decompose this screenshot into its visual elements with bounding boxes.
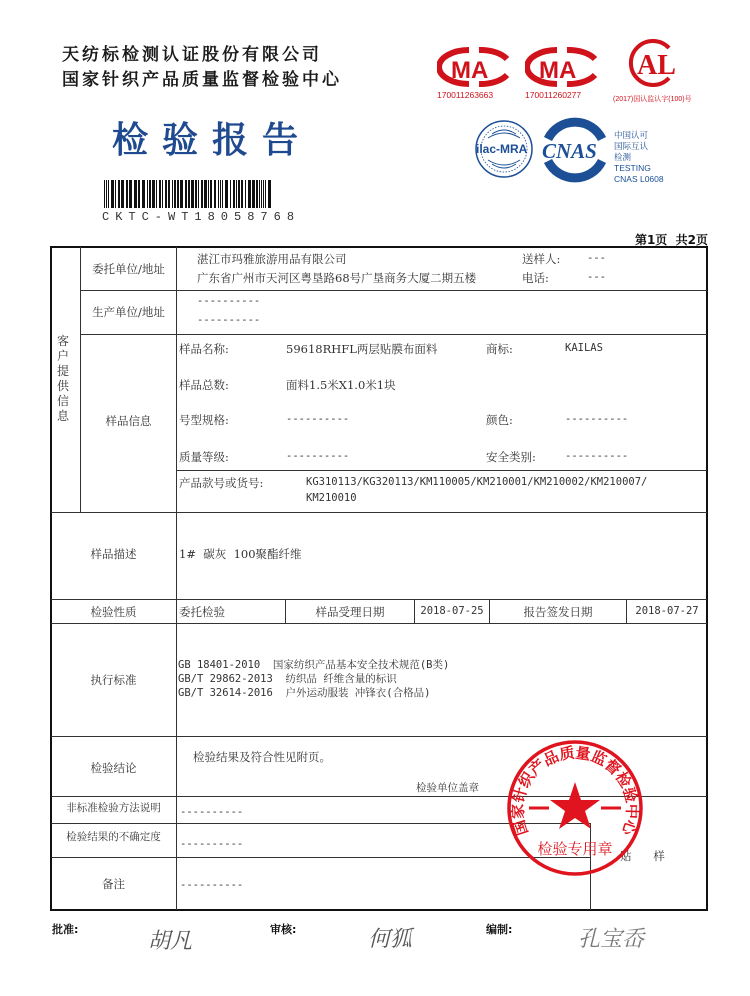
- remarks-label: 备注: [102, 877, 125, 891]
- barcode-bars: [104, 180, 300, 208]
- divider: [51, 623, 707, 624]
- org-name-line-1: 天纺标检测认证股份有限公司: [62, 45, 322, 65]
- barcode-bar: [198, 180, 199, 208]
- section-label-char: 客: [56, 334, 69, 348]
- barcode-bar: [177, 180, 179, 208]
- style-number-value-line2: KM210010: [306, 492, 357, 504]
- barcode-bar: [204, 180, 207, 208]
- cal-icon: [623, 38, 679, 88]
- approve-label: 批准:: [52, 923, 79, 936]
- barcode-bar: [104, 180, 105, 208]
- sample-name-value: 59618RHFL两层贴膜布面料: [286, 342, 438, 356]
- barcode-bar: [241, 180, 243, 208]
- barcode-bar: [147, 180, 148, 208]
- received-date-value: 2018-07-25: [420, 605, 484, 617]
- barcode-bar: [233, 180, 235, 208]
- grade-value: ----------: [286, 450, 350, 462]
- color-label: 颜色:: [486, 413, 513, 427]
- sample-quantity-value: 面料1.5米X1.0米1块: [286, 378, 396, 392]
- barcode-bar: [138, 180, 140, 208]
- manufacturer-name: ----------: [197, 295, 261, 307]
- section-label-char: 户: [56, 349, 69, 363]
- svg-text:ilac-MRA: ilac-MRA: [476, 142, 528, 156]
- sample-quantity-label: 样品总数:: [179, 378, 229, 392]
- compile-signature: 孔宝岙: [578, 927, 645, 952]
- page-indicator: 第1页 共2页: [634, 233, 708, 247]
- section-label-char: 信: [56, 394, 69, 408]
- seal-icon: [505, 738, 645, 878]
- model-value: ----------: [286, 413, 350, 425]
- divider: [51, 599, 707, 600]
- cnas-line: 中国认可: [614, 130, 649, 140]
- barcode-bar: [230, 180, 231, 208]
- svg-text:CNAS: CNAS: [542, 139, 597, 163]
- conclusion-value: 检验结果及符合性见附页。: [193, 750, 331, 764]
- uncertainty-label: 检验结果的不确定度: [66, 831, 161, 843]
- brand-value: KAILAS: [565, 342, 603, 354]
- barcode: [104, 180, 300, 224]
- barcode-bar: [111, 180, 114, 208]
- svg-text:AL: AL: [637, 50, 676, 81]
- barcode-bar: [149, 180, 151, 208]
- sample-sticker-label: 贴 样: [620, 849, 665, 863]
- cal-logo: [613, 38, 713, 108]
- section-label-text: [55, 334, 71, 424]
- barcode-bar: [108, 180, 109, 208]
- barcode-bar: [238, 180, 240, 208]
- description-label: 样品描述: [90, 547, 137, 561]
- client-name: 湛江市玛雅旅游用品有限公司: [197, 252, 347, 266]
- cma-number-2: 170011260277: [525, 90, 582, 100]
- style-number-label: 产品款号或货号:: [179, 476, 264, 490]
- section-label-char: 供: [56, 379, 69, 393]
- sample-name-label: 样品名称:: [179, 342, 229, 356]
- barcode-bar: [236, 180, 237, 208]
- barcode-bar: [214, 180, 216, 208]
- uncertainty-value: ----------: [180, 838, 244, 850]
- barcode-bar: [225, 180, 228, 208]
- nonstandard-method-label: 非标准检验方法说明: [66, 802, 161, 814]
- issued-date-value: 2018-07-27: [635, 605, 699, 617]
- barcode-bar: [156, 180, 157, 208]
- svg-text:MA: MA: [451, 57, 489, 84]
- cal-number: (2017)国认监认字(100)号: [613, 96, 692, 103]
- cma-icon: [437, 47, 511, 87]
- barcode-bar: [261, 180, 262, 208]
- barcode-bar: [165, 180, 167, 208]
- sender-value: ---: [587, 252, 606, 264]
- barcode-bar: [218, 180, 219, 208]
- remarks-value: ----------: [180, 879, 244, 891]
- standard-item: GB/T 32614-2016 户外运动服装 冲锋衣(合格品): [178, 687, 431, 699]
- cma-logo-2: [525, 47, 599, 100]
- compile-label: 编制:: [486, 923, 513, 936]
- barcode-bar: [168, 180, 170, 208]
- manufacturer-address: ----------: [197, 314, 261, 326]
- nonstandard-method-value: ----------: [180, 806, 244, 818]
- divider: [177, 470, 707, 471]
- barcode-bar: [118, 180, 120, 208]
- divider: [80, 290, 707, 291]
- client-info-section-label: [55, 334, 71, 424]
- barcode-bar: [201, 180, 203, 208]
- review-label: 审核:: [270, 923, 297, 936]
- svg-text:国家针织产品质量监督检验中心: 国家针织产品质量监督检验中心: [508, 743, 642, 838]
- report-title: 检验报告: [112, 119, 313, 161]
- inspection-type-label: 检验性质: [90, 605, 137, 619]
- barcode-bar: [185, 180, 187, 208]
- barcode-bar: [172, 180, 173, 208]
- barcode-bar: [245, 180, 246, 208]
- standard-item: GB 18401-2010 国家纺织产品基本安全技术规范(B类): [178, 659, 450, 671]
- divider: [51, 512, 707, 513]
- barcode-bar: [259, 180, 260, 208]
- standard-item: GB/T 29862-2013 纺织品 纤维含量的标识: [178, 673, 397, 685]
- divider: [176, 247, 177, 910]
- barcode-bar: [152, 180, 155, 208]
- barcode-bar: [115, 180, 116, 208]
- section-label-char: 息: [56, 409, 69, 423]
- divider: [80, 334, 707, 335]
- barcode-bar: [121, 180, 124, 208]
- svg-text:检验专用章: 检验专用章: [537, 840, 613, 858]
- phone-label: 电话:: [522, 271, 549, 285]
- cma-logo-1: [437, 47, 511, 100]
- barcode-bar: [252, 180, 255, 208]
- manufacturer-label: 生产单位/地址: [92, 305, 165, 319]
- svg-text:MA: MA: [539, 57, 577, 84]
- description-value: 1# 碳灰 100聚酯纤维: [179, 547, 302, 561]
- cnas-line: CNAS L0608: [614, 174, 664, 184]
- sample-info-label: 样品信息: [105, 414, 152, 428]
- color-value: ----------: [565, 413, 629, 425]
- org-name-line-2: 国家针织产品质量监督检验中心: [62, 70, 342, 90]
- barcode-bar: [222, 180, 223, 208]
- barcode-bar: [188, 180, 190, 208]
- barcode-bar: [210, 180, 212, 208]
- barcode-bar: [106, 180, 107, 208]
- grade-label: 质量等级:: [179, 450, 229, 464]
- sender-label: 送样人:: [522, 252, 561, 266]
- cnas-line: TESTING: [614, 163, 651, 173]
- brand-label: 商标:: [486, 342, 513, 356]
- cnas-line: 检测: [614, 152, 632, 162]
- inspection-type-value: 委托检验: [179, 605, 225, 619]
- barcode-bar: [129, 180, 132, 208]
- barcode-bar: [180, 180, 183, 208]
- barcode-bar: [208, 180, 209, 208]
- divider: [80, 247, 81, 512]
- barcode-bar: [268, 180, 271, 208]
- barcode-bar: [256, 180, 258, 208]
- cnas-logo: [540, 117, 610, 187]
- barcode-bar: [195, 180, 197, 208]
- cnas-line: 国际互认: [614, 141, 649, 151]
- ilac-mra-logo: [474, 118, 534, 184]
- review-signature: 何狐: [368, 927, 413, 952]
- barcode-bar: [162, 180, 163, 208]
- barcode-bar: [126, 180, 128, 208]
- client-label: 委托单位/地址: [92, 262, 165, 276]
- barcode-bar: [265, 180, 266, 208]
- inspection-seal: [505, 738, 645, 878]
- model-label: 号型规格:: [179, 413, 229, 427]
- issued-date-label: 报告签发日期: [523, 605, 593, 619]
- stamp-note: 检验单位盖章: [416, 782, 479, 794]
- approve-signature: 胡凡: [148, 929, 193, 954]
- client-address: 广东省广州市天河区粤垦路68号广垦商务大厦二期五楼: [197, 271, 477, 285]
- barcode-bar: [263, 180, 264, 208]
- barcode-bar: [220, 180, 221, 208]
- barcode-bar: [191, 180, 194, 208]
- cnas-text: [614, 130, 664, 185]
- safety-label: 安全类别:: [486, 450, 536, 464]
- barcode-bar: [142, 180, 145, 208]
- barcode-bar: [134, 180, 137, 208]
- cnas-icon: [540, 117, 610, 183]
- received-date-label: 样品受理日期: [315, 605, 385, 619]
- cma-icon: [525, 47, 599, 87]
- standards-label: 执行标准: [90, 673, 137, 687]
- safety-value: ----------: [565, 450, 629, 462]
- barcode-number: CKTC-WT18058768: [102, 210, 301, 224]
- style-number-value-line1: KG310113/KG320113/KM110005/KM210001/KM210002/KM210007/: [306, 476, 648, 488]
- divider: [51, 736, 707, 737]
- ilac-icon: [474, 118, 534, 180]
- phone-value: ---: [587, 271, 606, 283]
- barcode-bar: [159, 180, 161, 208]
- section-label-char: 提: [56, 364, 69, 378]
- barcode-bar: [248, 180, 251, 208]
- conclusion-label: 检验结论: [90, 761, 137, 775]
- barcode-bar: [174, 180, 176, 208]
- cma-number-1: 170011263663: [437, 90, 494, 100]
